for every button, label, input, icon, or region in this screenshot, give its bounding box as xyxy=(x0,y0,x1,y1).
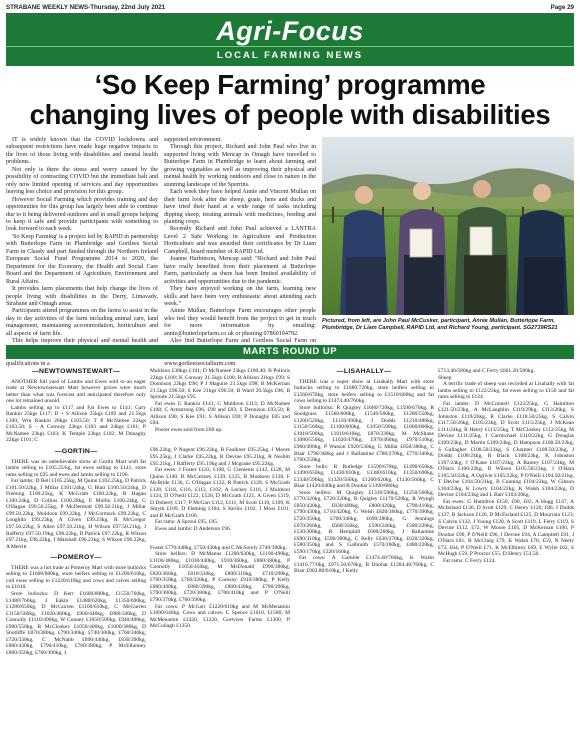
section-masthead xyxy=(6,14,574,66)
market-paragraph: THERE was a super show at Lisahally Mart with store bullocks selling to £1680/720kg, store heifers selling to £1560/670kg, store heifers selling to £1510/600kg and fat cows selling to £1474.40/760kg. xyxy=(294,378,434,405)
market-paragraph: Fat cows: A Gamble £1474.40/760kg, K Walsh £1416.77/0kg, £971.50/670kg, B Doohar £1284.40/760kg, C Blair £902.80/610kg, J Kelly xyxy=(294,555,434,575)
market-paragraph: Fat ewes: G Hamilton £150, £90, £82, A Hogg £147, A Mcfarland £130, D Scott £129, C Henry £126, £86, J Dodds £127, B Jackson £126, D McFarland £125, D Mourrain £123, S Calvin £122, J Young £120, A Scott £119, L Ferry £119, S Devine £112, £72, W Moore £105, D McKernan £100, P Doohar £96, P O'Neill £96, J Devine £94, A Campbell £91, J O'Hara £81, B McClurg £79, K Walsh £78, £59, N Neely £72, £64, P O'Neill £71, K McElhinny £69, E Wylie £62, S McHugh £59, P Proctor £55, D Henry £51.50. xyxy=(438,498,574,558)
farm-photo-illustration xyxy=(322,137,574,315)
market-paragraph: Fat rams: A Sproul £95, £95. xyxy=(155,519,219,526)
market-paragraph: Foster £770/448kg, £750/430kg and C McSorely £740/390kg. xyxy=(150,544,287,551)
section-heading-gortin: —GORTIN— xyxy=(54,448,98,456)
article-paragraph: Joanne Harbinson, Mencap said: “Richard and John Paul have really benefited from their placement at Butterlope Farm, particularly as there has been limited availability of activities and opportunities due to the pandemic. xyxy=(164,256,316,285)
article-paragraph: Recently Richard and John Paul achieved a LANTRA Level 2 Safe Working in Agriculture and Production Horticulture and was awarded their certificates by Dr Liam Campbell, board member of RAPID Ltd. xyxy=(164,226,316,255)
market-paragraph: Store heifers: D McManus £1200/630kg, £1190/490kg, £1100/480kg, £1030/440kg, £910/360kg, £860/380kg, P Connolly £1050/450kg, M McDonald £990/380kg, £820/360kg, £810/310kg, £800/310kg, £710/290kg, £760/350kg, £760/320kg, P Conway £910/380kg, P Kelly £880/440kg, £880/390kg, £860/430kg, £780/390kg, £790/380kg, £720/380kg, £700/410kg and P O'Neill £790/370kg, £760/390kg. xyxy=(150,551,290,603)
market-column-4 xyxy=(438,368,574,733)
market-paragraph: A terrific trade of sheep was recorded at Lisahally with fat lambs selling to £122/25kg, fat ewes selling to £150 and fat rams selling to £124. xyxy=(438,381,574,401)
publication-date: STRABANE WEEKLY NEWS-Thursday, 22nd July 2021 xyxy=(6,4,166,11)
article-paragraph: They have enjoyed working on the farm, learning new skills and have been very enthusiastic about attending each week.” xyxy=(164,286,316,307)
market-paragraph: Fat cows: P McGarr £1220/610kg and M McMenamin £1090/640kg. Cows and calves: C Spence £1610, £1580, M McMenamin £1420, £1220, Gortview Farms £1300, P McCullagh £1350. xyxy=(150,603,290,630)
article-paragraph: Also find Butterlope Farm and Gortlees Social Farm on xyxy=(170,338,316,345)
market-paragraph: Ewes and lambs: D Anderson £96. xyxy=(155,526,232,533)
masthead-divider xyxy=(6,46,574,47)
section-heading-newtownstewart: —NEWTOWNSTEWART— xyxy=(31,368,121,375)
article-paragraph: IT is widely known that the COVID lockdowns and subsequent restrictions have made huge negative impacts to the lives of those living with disabilities and mental health problems. xyxy=(6,137,158,166)
market-column-2 xyxy=(150,368,290,733)
market-paragraph: Fat lambs: D McConnell £122/25kg, G Hamilton £121.50/23kg, A McLaughlin £119/29kg, £113/26kg, S Johnston £119/26kg, R Clarke £118.50/25kg, S Calvin £117.50/26kg, £105/23kg, D Scott £115/25kg, J McKean £111/24kg, R Henry £113/25kg, T McCloskey £112/25kg, M Devine £111/25kg, J Carmichael £110/22kg, G Douglas £109/23kg, D Martin £109/24kg, D Hampson £108.50/23kg, S Gallagher £108.50/23kg, S Charmer £108.50/23kg, J Dodds £108/24kg, R Black £108/23kg, K Johnston £107/24kg, J O'Kane £107/23kg, A Rainey £107/24kg, M O'Hara £106/22kg, D Wilson £105.50/23kg, J O'Hara £105.50/22kg, A Ogilvie £105/22kg, P O'Neill £104.50/21kg, T Devine £104.50/21kg, B Cunning £104/22kg, W Gibson £104/23kg, K Lowry £104/22kg, K Walsh £104/22kg, D Devine £104/23kg and L Barr £103/20kg. xyxy=(438,400,574,499)
market-paragraph: THERE was a hot trade at Pomeroy Mart with store bullocks selling to £1600/800kg, store heifers selling to £1200/610kg, cull ewes selling to £1220/610kg and cows and calves selling to £1610. xyxy=(6,564,146,591)
section-heading-pomeroy: —POMEROY— xyxy=(50,554,102,562)
marts-banner: MARTS ROUND UP xyxy=(6,345,574,359)
page-number: Page 29 xyxy=(550,4,574,11)
article-photo xyxy=(322,137,574,315)
headline-line-1: ‘So Keep Farming’ programme xyxy=(94,69,486,100)
market-paragraph: Fat ewes G Rankin £141; C Muldoon £113; D McNamee £108; C Armstrong £96, £90 and £83; S Dennison £93.50; R Allison £90; S Kee £91; S Allison £90; P Donaghy £85 and £84. xyxy=(150,400,290,427)
market-paragraph: Fat lambs: D Bell £105.25kg, M Quinn £102.25kg, D Patrick £101.50/22kg, J Millar £101/24kg, G Blair £100.50/24kg, D Fleming £100.25kg, K McGrath £100.22kg, R Hagan £100.24kg, D Collins £100.28kg, E Mullin £100.24kg, G O'Hagan £99.50.25kg, P McDermott £99.50.21kg, J Millar £99.50.22kg, Muldoon £99.22kg, J McCormack £99.22kg, C Loughlin £99.23kg, A Given £99.23kg, R McGregor £97.50.22kg, S Allen £97.50.21kg, H Wilson £97.50.21kg, J Rafferty £97.50.19kg, £96.22kg, D Patrick £97.22kg, R Wilson £97.21kg, £96.22kg, J Marshall £96.22kg, S Wilson £96.22kg, A Merritt xyxy=(6,478,146,550)
article-paragraph: However Social Farming which provides training and day opportunities for this group has largely been able to continue due to it being delivered outdoors and in small groups helping to keep it safe and provide participants with something to look forward to each week. xyxy=(6,196,158,233)
market-paragraph: Store heifers: M Quigley £1310/590kg, £1250/560kg, £770/320kg, £720/320kg, R Quigley £1170/520kg, R Wyngh £850/430kg, £830/400kg, £800/420kg, £790/410kg, £790/430kg, £710/420kg, G Welsh £820/360kg, £770/390kg, £720/350kg, £700/340kg, £690/280kg, G Jennings £670/260kg, £660/350kg, £590/240kg, £580/220kg, £530/300kg, R Hemphill £600/260kg, J Ballantine £690/310kg, £590/300kg, C Kelly £630/370kg, £620/320kg, £580/350kg and S Galbraith £570/260kg, £480/220kg, £590/170kg, £320/160kg. xyxy=(294,489,434,555)
market-paragraph: Fat ewes: J Foster £143, £108, G Clements £142, £128, M Quinn £140, B McCartney £139, £125, R Muldoon £138, F McBride £136, G O'Hagan £132, R Patrick £128, S McGrath £128, £118, £116, £112, £102, A Leckey £116, J Muldoon £124, D O'Neill £122, £120, D McGrath £121, A Given £119, D Doherty £117, P McGarr £112, £111, M Scott £110, £109, K Smyth £109, D Fleming £104, S Kerlin £102, J Moss £101, and B McGrath £100. xyxy=(150,467,290,519)
article-paragraph: Not only is there the stress and worry caused by the possibility of contracting COVID but the immediate halt and only now limited opening of services and day opportunities leaving less choice and provision for this group. xyxy=(6,166,158,196)
article-paragraph: Each week they have helped Annie and Vincent Mullan on their farm look after the sheep, goats, hens and ducks and have tried their hand at a wide range of tasks including dipping sheep, treating animals with medicines, feeding and planting crops. xyxy=(164,189,316,225)
market-paragraph: THERE was an unbelievable show at Gortin Mart with fat lambs selling to £105.25/kg, fat ewes selling to £141, store rams selling to £95 and ewes and lambs selling to £196. xyxy=(6,458,146,478)
market-paragraph: Store bullocks: R Quigley £1680/720kg, £1590/670kg, R Snodgrass £1560/600kg, £1540/560kg, £1280/550kg, £1200/520kg, £1150/490kg, J Dodds £1210/480kg, £1150/560kg, £1100/600kg, £1050/590kg, £1060/600kg, £1010/500kg, £1010/610kg, £870/330kg, M McShane £1080/550kg, £1020/470kg, £970/460kg, £970/510kg, £960/490kg, P Watson £920/530kg, G Millar £850/380kg, C Blair £790/360kg and J Ballantine £780/270kg, £770/340kg, £760/250kg. xyxy=(294,404,434,464)
market-subhead: Sheep xyxy=(438,374,452,381)
article-paragraph: Participants attend programmes on the farms to assist in the day to day activities of the farm including animal care, land management, maintaining accommodation, horticulture and all aspects of farm life. xyxy=(6,308,158,337)
article-paragraph: This helps improve their physical and mental health and qualifications in a xyxy=(6,338,158,367)
market-paragraph: Lambs selling up to £117 and Fat Ewes to £141: Gary Rankin 25kgs £117; D + S Allison 25kgs £109 and 21.5kgs £100; Wm Rankin 26kgs £103.50; T P McNamee 22kgs £103.50; S - A Conway 23kgs £103 and 24kgs £101; P McNamee 23kgs £103; K Temple 23kgs £102; M Donaghy 22kgs £101; C xyxy=(6,404,146,444)
market-paragraph: £713.40/580kg and C Ferry £661.20/580kg. xyxy=(438,368,535,374)
market-paragraph: £96.22kg, P Nugent £96.22kg, B Faulkner £95.25kg, J Moore £95.25kg, J Clarke £95.22kg, R Devine £95.21kg, R Nesbitt £95.21kg, J Rafferty £95.19kg and J Mcgrane £95.22kg. xyxy=(150,447,290,467)
article-headline xyxy=(6,70,574,130)
section-heading-lisahally: —LISAHALLY— xyxy=(336,368,392,375)
website-link[interactable]: www.gortleessocialfarm.com xyxy=(164,360,236,367)
section-subbrand: LOCAL FARMING NEWS xyxy=(216,50,364,61)
market-column-1 xyxy=(6,368,146,733)
article-paragraph: Through this project, Richard and John Paul who live in supported living with Mencap in Omagh have travelled to Butterlope Farm in Plumbridge to learn about farming and growing vegetables as well as improving their physical and mental health by working outdoors and close to nature in the stunning landscape of the Sperrins. xyxy=(164,144,316,188)
article-paragraph: It provides farm placements that help change the lives of people living with disabilities in the Derry, Limavady, Strabane and Omagh areas. xyxy=(6,286,158,307)
market-paragraph: ANOTHER full yard of Lambs and Ewes sold to an eager trade at Newtownstewart Mart however prices were much better than what was forecast and anticipated therefore only one lot remained unsold. xyxy=(6,378,146,405)
market-paragraph: Fat rams: C Ferry £124. xyxy=(443,557,496,564)
market-paragraph: Store bulls: R Rutledge £1590/670kg, £1490/650kg, £1490/650kg, £1430/610kg, £1380/610kg, £1350/690kg, £1340/590kg, £1320/560kg, £1260/620kg, £1130/560kg, C Blair £1420/640kg and B Doohar £1390/680kg. xyxy=(294,463,434,490)
headline-line-2: changing lives of people with disabilities xyxy=(29,99,551,130)
article-paragraph: 'So Keep Farming' is a project led by RAPID in partnership with Butterlope Farm in Plumbridge and Gortlees Social Farm in Claudy and part funded through the Northern Ireland European Social Fund Programme 2014 to 2020, the Department for the Economy, the Health and Social Care Board and the Department of Agriculture, Environment and Rural Affairs. xyxy=(6,233,158,285)
market-paragraph: Store bullocks: D Kerr £1600/800kg, £1550/760kg, £1480/760kg, J Eakin £1480/620kg, £1350/690kg, £1280/650kg, D McGurren £1100/610kg, C McGurren £1150/560kg, £1020/460kg, £900/440kg, £880/340kg, D Connolly £1110/490kg, W Cooney £1050/500kg, £940/490kg, £900/550kg, B McCloskey £1050/400kg, £1000/380kg, D Shotliffe £870/380kg, £790/340kg, £740/300kg, £760/340kg, £720/330kg, C McNabb £890/440kg, £830/390kg, £800/430kg, £790/410kg, £780/380kg, P McElhinney £800/350kg, £760/300kg, J xyxy=(6,590,146,656)
article-column-1 xyxy=(6,137,158,367)
article-paragraph: supported environment. xyxy=(164,137,222,143)
photo-caption: Pictured, from left, are John Paul McCusker, participant, Annie Mullan, Butterlope Farm, Plumbridge, Dr Liam Campbell, RAPID Ltd, and Richard Young, participant. SG2739RS21 xyxy=(322,318,558,331)
section-brand: Agri-Focus xyxy=(216,16,364,46)
market-paragraph: Muldoon £38kgs £101; D McNamee 23kgs £100.40; B Pollock 22kgs £100; K Conway 21.5kgs £100; R Allison 21kgs £99; S Donnison 22kgs £98; P J Maguire 21.5kgs £98; B McKernan 21.5kgs £96.50; S Kee 21kgs £96.50; B Ward 20.5kgs £96; B Sproule 21.5kgs £95. xyxy=(150,368,290,401)
market-column-3 xyxy=(294,368,434,733)
page-header xyxy=(6,2,574,13)
article-paragraph: Annie Mullan, Butterlope Farm encourages other people who feel they would benefit from the project to get in touch for more information by emailing: annie@butterlopefarm.co.uk or phoning 07860194792. xyxy=(164,308,316,337)
market-paragraph: Poorer ewes sold from £60 up. xyxy=(155,426,223,433)
